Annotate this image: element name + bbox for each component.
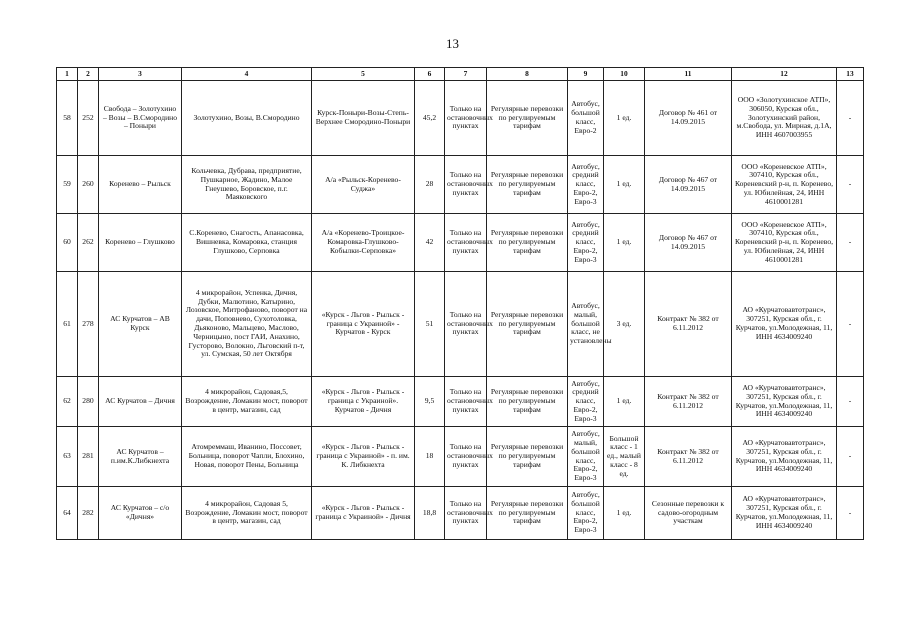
carrier-info: АО «Курчатовавтотранс», 307251, Курская обл., г. Курчатов, ул.Молодежная, 11, ИНН 4634009240 bbox=[732, 487, 837, 540]
carrier-info: АО «Курчатовавтотранс», 307251, Курская обл., г. Курчатов, ул.Молодежная, 11, ИНН 4634009240 bbox=[732, 427, 837, 487]
vehicle-count: 1 ед. bbox=[604, 377, 645, 427]
boarding-order: Только на остановочных пунктах bbox=[445, 427, 487, 487]
row-number: 63 bbox=[57, 427, 78, 487]
route-name: АС Курчатов – п.им.К.Либкнехта bbox=[99, 427, 182, 487]
extra-info: - bbox=[837, 487, 864, 540]
route-length: 28 bbox=[415, 156, 445, 214]
column-header: 5 bbox=[312, 68, 415, 81]
route-streets: «Курск - Льгов - Рыльск - граница с Украиной» - Дичня bbox=[312, 487, 415, 540]
contract-date: Контракт № 382 от 6.11.2012 bbox=[645, 272, 732, 377]
route-stops: Золотухино, Возы, В.Смородино bbox=[182, 81, 312, 156]
route-name: АС Курчатов – Дичня bbox=[99, 377, 182, 427]
table-row bbox=[57, 377, 864, 427]
transport-type: Регулярные перевозки по регулируемым тарифам bbox=[487, 272, 568, 377]
boarding-order: Только на остановочных пунктах bbox=[445, 377, 487, 427]
vehicle-count: 1 ед. bbox=[604, 214, 645, 272]
boarding-order: Только на остановочных пунктах bbox=[445, 81, 487, 156]
route-reg-number: 280 bbox=[78, 377, 99, 427]
route-streets: «Курск - Льгов - Рыльск - граница с Украиной». Курчатов - Дичня bbox=[312, 377, 415, 427]
contract-date: Договор № 467 от 14.09.2015 bbox=[645, 214, 732, 272]
carrier-info: АО «Курчатовавтотранс», 307251, Курская обл., г. Курчатов, ул.Молодежная, 11, ИНН 4634009240 bbox=[732, 377, 837, 427]
table-row bbox=[57, 156, 864, 214]
column-header: 10 bbox=[604, 68, 645, 81]
page-number: 13 bbox=[446, 36, 459, 51]
route-streets: «Курск - Льгов - Рыльск - граница с Украиной» - Курчатов - Курск bbox=[312, 272, 415, 377]
contract-date: Сезонные перевозки к садово-огородным участкам bbox=[645, 487, 732, 540]
route-name: Свобода – Золотухино – Возы – В.Смородино – Поныри bbox=[99, 81, 182, 156]
vehicle-count: 1 ед. bbox=[604, 487, 645, 540]
extra-info: - bbox=[837, 272, 864, 377]
route-name: АС Курчатов – с/о «Дичня» bbox=[99, 487, 182, 540]
column-header: 8 bbox=[487, 68, 568, 81]
boarding-order: Только на остановочных пунктах bbox=[445, 214, 487, 272]
route-streets: А/а «Рыльск-Коренево-Суджа» bbox=[312, 156, 415, 214]
row-number: 64 bbox=[57, 487, 78, 540]
table-row bbox=[57, 214, 864, 272]
route-stops: 4 микрорайон, Садовая,5, Возрождение, Ломакин мост, поворот в центр, магазин, сад bbox=[182, 377, 312, 427]
vehicle-class: Автобус, малый, большой класс, не установлены bbox=[568, 272, 604, 377]
column-header: 12 bbox=[732, 68, 837, 81]
column-header: 7 bbox=[445, 68, 487, 81]
route-reg-number: 281 bbox=[78, 427, 99, 487]
transport-type: Регулярные перевозки по регулируемым тарифам bbox=[487, 81, 568, 156]
column-header: 11 bbox=[645, 68, 732, 81]
route-name: Коренево – Глушково bbox=[99, 214, 182, 272]
contract-date: Договор № 461 от 14.09.2015 bbox=[645, 81, 732, 156]
contract-date: Договор № 467 от 14.09.2015 bbox=[645, 156, 732, 214]
boarding-order: Только на остановочных пунктах bbox=[445, 272, 487, 377]
routes-register-table bbox=[56, 67, 864, 540]
route-reg-number: 260 bbox=[78, 156, 99, 214]
route-stops: 4 микрорайон, Успенка, Дичня, Дубки, Малютино, Катырино, Лозовское, Митрофаново, поворот на дачи, Поповнево, Сухотоловка, Дьяконово, Мальцево, Маслово, Черницыно, пост ГАИ, Анахино, Густорово, Волокно, Льговский п-т, ул. Сумская, 50 лет Октября bbox=[182, 272, 312, 377]
row-number: 58 bbox=[57, 81, 78, 156]
table-row bbox=[57, 81, 864, 156]
route-stops: Кольчевка, Дубрава, предприятие, Пушкарное, Жадино, Малое Гнеушево, Боровское, п.г. Маяковского bbox=[182, 156, 312, 214]
contract-date: Контракт № 382 от 6.11.2012 bbox=[645, 427, 732, 487]
route-name: Коренево – Рыльск bbox=[99, 156, 182, 214]
vehicle-count: 3 ед. bbox=[604, 272, 645, 377]
table-row bbox=[57, 487, 864, 540]
column-header: 9 bbox=[568, 68, 604, 81]
table-row bbox=[57, 427, 864, 487]
route-length: 9,5 bbox=[415, 377, 445, 427]
extra-info: - bbox=[837, 81, 864, 156]
boarding-order: Только на остановочных пунктах bbox=[445, 156, 487, 214]
route-reg-number: 278 bbox=[78, 272, 99, 377]
column-header: 1 bbox=[57, 68, 78, 81]
transport-type: Регулярные перевозки по регулируемым тарифам bbox=[487, 427, 568, 487]
extra-info: - bbox=[837, 427, 864, 487]
route-stops: С.Коренево, Снагость, Апанасовка, Вишневка, Комаровка, станция Глушково, Серповка bbox=[182, 214, 312, 272]
vehicle-count: 1 ед. bbox=[604, 156, 645, 214]
transport-type: Регулярные перевозки по регулируемым тарифам bbox=[487, 487, 568, 540]
contract-date: Контракт № 382 от 6.11.2012 bbox=[645, 377, 732, 427]
vehicle-count: Большой класс - 1 ед., малый класс - 8 ед. bbox=[604, 427, 645, 487]
row-number: 61 bbox=[57, 272, 78, 377]
route-stops: Атомреммаш, Иванино, Поссовет, Больница, поворот Чапли, Блохино, Новая, поворот Пены, Больница bbox=[182, 427, 312, 487]
route-length: 18 bbox=[415, 427, 445, 487]
route-streets: «Курск - Льгов - Рыльск - граница с Украиной» - п. им. К. Либкнехта bbox=[312, 427, 415, 487]
carrier-info: ООО «Кореневское АТП», 307410, Курская обл., Кореневский р-н, п. Коренево, ул. Юбилейная, 24, ИНН 4610001281 bbox=[732, 214, 837, 272]
vehicle-class: Автобус, средний класс, Евро-2, Евро-3 bbox=[568, 156, 604, 214]
column-header: 2 bbox=[78, 68, 99, 81]
route-reg-number: 252 bbox=[78, 81, 99, 156]
route-streets: Курск-Поныри-Возы-Степь-Верхнее Смородино-Поныри bbox=[312, 81, 415, 156]
route-length: 18,8 bbox=[415, 487, 445, 540]
column-header: 4 bbox=[182, 68, 312, 81]
row-number: 59 bbox=[57, 156, 78, 214]
column-header: 3 bbox=[99, 68, 182, 81]
carrier-info: АО «Курчатовавтотранс», 307251, Курская обл., г. Курчатов, ул.Молодежная, 11, ИНН 4634009240 bbox=[732, 272, 837, 377]
boarding-order: Только на остановочных пунктах bbox=[445, 487, 487, 540]
column-header: 6 bbox=[415, 68, 445, 81]
carrier-info: ООО «Кореневское АТП», 307410, Курская обл., Кореневский р-н, п. Коренево, ул. Юбилейная, 24, ИНН 4610001281 bbox=[732, 156, 837, 214]
carrier-info: ООО «Золотухинское АТП», 306050, Курская обл., Золотухинский район, м.Свобода, ул. Мирная, д.1А, ИНН 4607003955 bbox=[732, 81, 837, 156]
route-reg-number: 262 bbox=[78, 214, 99, 272]
extra-info: - bbox=[837, 377, 864, 427]
vehicle-count: 1 ед. bbox=[604, 81, 645, 156]
route-name: АС Курчатов – АВ Курск bbox=[99, 272, 182, 377]
route-reg-number: 282 bbox=[78, 487, 99, 540]
table-row bbox=[57, 272, 864, 377]
route-length: 45,2 bbox=[415, 81, 445, 156]
transport-type: Регулярные перевозки по регулируемым тарифам bbox=[487, 377, 568, 427]
vehicle-class: Автобус, большой класс, Евро-2, Евро-3 bbox=[568, 487, 604, 540]
header-row bbox=[57, 68, 864, 81]
vehicle-class: Автобус, большой класс, Евро-2 bbox=[568, 81, 604, 156]
extra-info: - bbox=[837, 156, 864, 214]
route-length: 42 bbox=[415, 214, 445, 272]
route-stops: 4 микрорайон, Садовая 5, Возрождение, Ломакин мост, поворот в центр, магазин, сад bbox=[182, 487, 312, 540]
vehicle-class: Автобус, средний класс, Евро-2, Евро-3 bbox=[568, 377, 604, 427]
vehicle-class: Автобус, средний класс, Евро-2, Евро-3 bbox=[568, 214, 604, 272]
transport-type: Регулярные перевозки по регулируемым тарифам bbox=[487, 156, 568, 214]
extra-info: - bbox=[837, 214, 864, 272]
vehicle-class: Автобус, малый, большой класс, Евро-2, Евро-3 bbox=[568, 427, 604, 487]
route-length: 51 bbox=[415, 272, 445, 377]
row-number: 60 bbox=[57, 214, 78, 272]
column-header: 13 bbox=[837, 68, 864, 81]
row-number: 62 bbox=[57, 377, 78, 427]
route-streets: А/а «Коренево-Троицкое-Комаровка-Глушково-Кобылки-Серповка» bbox=[312, 214, 415, 272]
transport-type: Регулярные перевозки по регулируемым тарифам bbox=[487, 214, 568, 272]
